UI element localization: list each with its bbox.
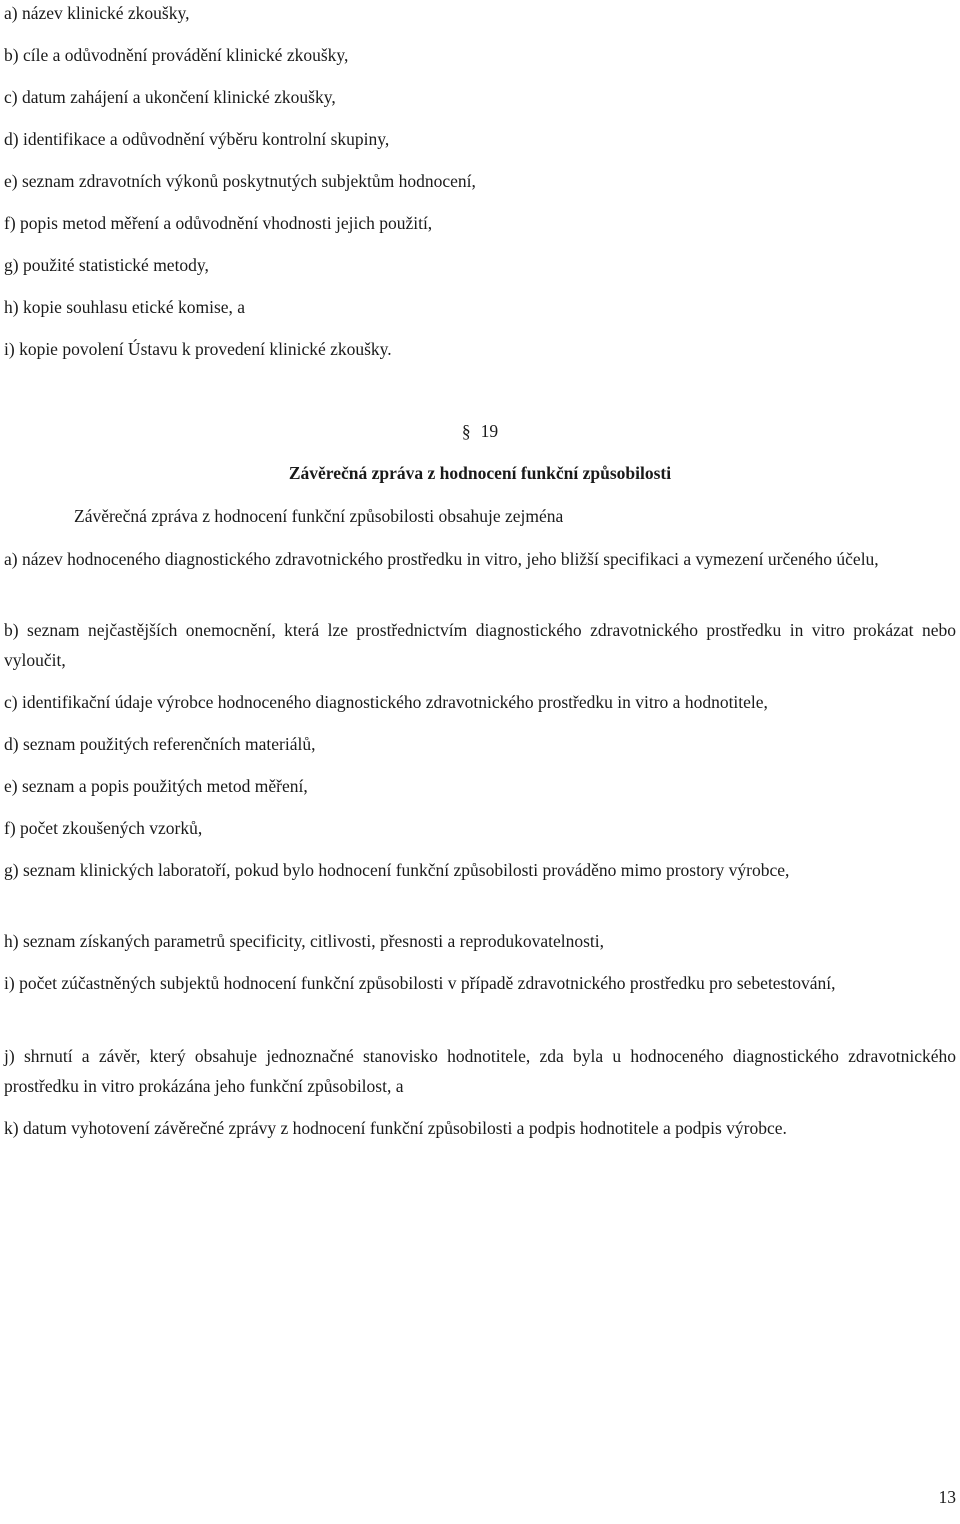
list-item: h) kopie souhlasu etické komise, a: [4, 297, 246, 317]
list-item: h) seznam získaných parametrů specificity, citlivosti, přesnosti a reprodukovatelnosti,: [4, 931, 605, 951]
list-item: i) počet zúčastněných subjektů hodnocení funkční způsobilosti v případě zdravotnického prostředku pro sebetestování,: [4, 973, 836, 993]
list-item: f) počet zkoušených vzorků,: [4, 818, 203, 838]
list-item: e) seznam a popis použitých metod měření,: [4, 776, 308, 796]
list-item: c) datum zahájení a ukončení klinické zkoušky,: [4, 87, 336, 107]
list-item: j) shrnutí a závěr, který obsahuje jednoznačné stanovisko hodnotitele, zda byla u hodnoceného diagnostického zdravotnického prostředku in vitro prokázána jeho funkční způsobilost, a: [4, 1046, 956, 1096]
list-item: g) seznam klinických laboratoří, pokud bylo hodnocení funkční způsobilosti prováděno mimo prostory výrobce,: [4, 860, 790, 880]
list-item: c) identifikační údaje výrobce hodnoceného diagnostického zdravotnického prostředku in vitro a hodnotitele,: [4, 692, 768, 712]
section-intro: Závěrečná zpráva z hodnocení funkční způsobilosti obsahuje zejména: [74, 506, 564, 526]
section-number-value: 19: [480, 421, 499, 441]
list-item: e) seznam zdravotních výkonů poskytnutých subjektům hodnocení,: [4, 171, 476, 191]
list-item: k) datum vyhotovení závěrečné zprávy z hodnocení funkční způsobilosti a podpis hodnotitele a podpis výrobce.: [4, 1118, 787, 1138]
section-title: Závěrečná zpráva z hodnocení funkční způsobilosti: [288, 463, 672, 483]
clinical-trial-list: [4, 0, 944, 378]
list-item: g) použité statistické metody,: [4, 255, 209, 275]
list-item: a) název klinické zkoušky,: [4, 3, 190, 23]
list-item: d) seznam použitých referenčních materiálů,: [4, 734, 316, 754]
list-item: b) cíle a odůvodnění provádění klinické zkoušky,: [4, 45, 349, 65]
list-item: i) kopie povolení Ústavu k provedení klinické zkoušky.: [4, 339, 392, 359]
page-number: 13: [938, 1487, 956, 1507]
section-symbol: §: [461, 421, 471, 441]
list-item: f) popis metod měření a odůvodnění vhodnosti jejich použití,: [4, 213, 433, 233]
section-number: [0, 418, 960, 444]
list-item: d) identifikace a odůvodnění výběru kontrolní skupiny,: [4, 129, 390, 149]
list-item: b) seznam nejčastějších onemocnění, která lze prostřednictvím diagnostického zdravotnického prostředku in vitro prokázat nebo vyloučit,: [4, 620, 956, 670]
list-item: a) název hodnoceného diagnostického zdravotnického prostředku in vitro, jeho bližší specifikaci a vymezení určeného účelu,: [4, 549, 879, 569]
